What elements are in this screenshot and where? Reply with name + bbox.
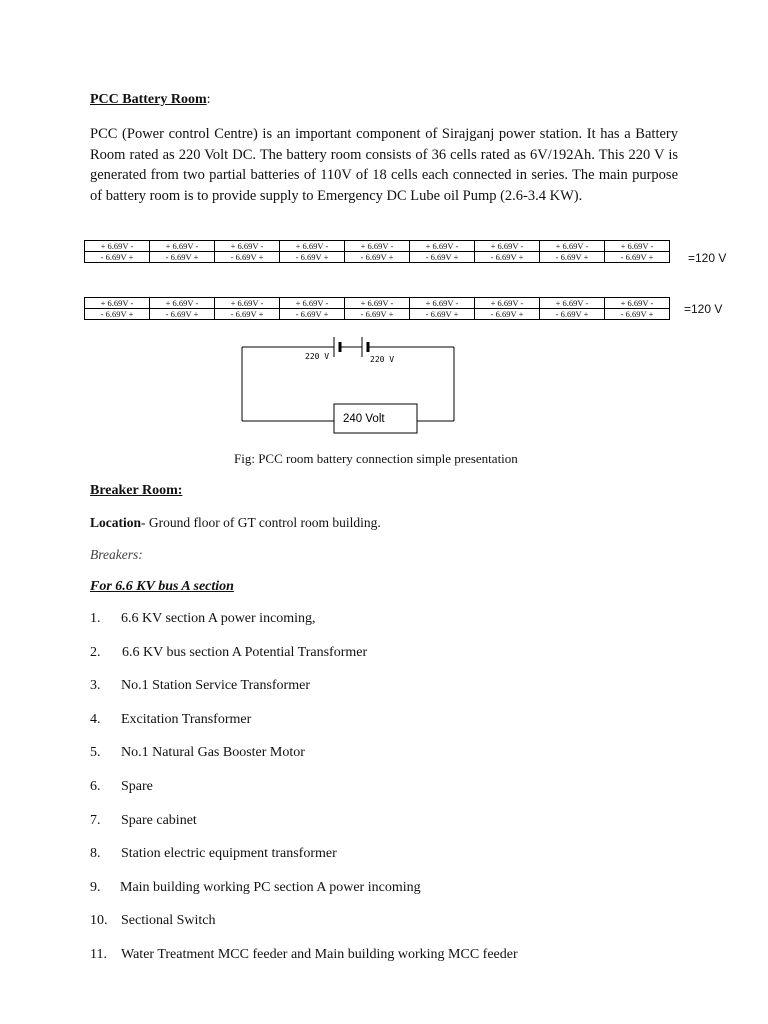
cell-label: + 6.69V - <box>345 241 410 252</box>
battery-row-top <box>85 298 670 309</box>
item-text: 6.6 KV section A power incoming, <box>121 611 316 626</box>
item-number: 8. <box>90 846 101 862</box>
breaker-room-heading: Breaker Room: <box>90 483 183 498</box>
cell-label: + 6.69V - <box>85 241 150 252</box>
cell-label: + 6.69V - <box>540 241 605 252</box>
section-title-colon: : <box>206 92 211 107</box>
battery-room-paragraph: PCC (Power control Centre) is an important component of Sirajganj power station. It has a Battery Room rated as 220 Volt DC. The battery room consists of 36 cells rated as 6V/192Ah. This 220 V is generated from two partial batteries of 110V of 18 cells each connected in series. The main purpose of battery room is to provide supply to Emergency DC Lube oil Pump (2.6-3.4 KW). <box>90 126 678 204</box>
cell-label: + 6.69V - <box>605 241 670 252</box>
cell-label: - 6.69V + <box>345 252 410 263</box>
item-text: 6.6 KV bus section A Potential Transformer <box>122 644 368 660</box>
cell-label: + 6.69V - <box>215 298 280 309</box>
cell-label: - 6.69V + <box>215 309 280 320</box>
cell-label: + 6.69V - <box>280 241 345 252</box>
item-text: Water Treatment MCC feeder and Main building working MCC feeder <box>121 946 518 962</box>
item-text: No.1 Natural Gas Booster Motor <box>121 745 305 761</box>
battery-row-top <box>85 241 670 252</box>
battery-row-bottom <box>85 309 670 320</box>
cell-label: - 6.69V + <box>540 252 605 263</box>
cell-label: - 6.69V + <box>605 309 670 320</box>
item-number: 10. <box>90 913 108 929</box>
cell-label: + 6.69V - <box>345 298 410 309</box>
battery-circuit-diagram <box>230 325 470 437</box>
item-text: Excitation Transformer <box>121 711 252 727</box>
cell-label: - 6.69V + <box>605 252 670 263</box>
left-battery-label: 220 V <box>305 352 330 361</box>
cell-label: - 6.69V + <box>540 309 605 320</box>
load-label: 240 Volt <box>343 413 385 425</box>
item-number: 11. <box>90 946 107 962</box>
item-text: Spare <box>121 778 153 794</box>
item-number: 7. <box>90 812 101 828</box>
breakers-label: Breakers: <box>90 547 143 562</box>
figure-caption: Fig: PCC room battery connection simple presentation <box>234 451 518 466</box>
cell-label: - 6.69V + <box>150 252 215 263</box>
cell-label: + 6.69V - <box>475 241 540 252</box>
item-text: Main building working PC section A power incoming <box>120 879 421 895</box>
item-text: Spare cabinet <box>121 812 197 828</box>
cell-label: - 6.69V + <box>475 309 540 320</box>
cell-label: - 6.69V + <box>150 309 215 320</box>
bus-section-heading: For 6.6 KV bus A section <box>90 579 234 594</box>
cell-label: - 6.69V + <box>475 252 540 263</box>
cell-label: + 6.69V - <box>150 241 215 252</box>
item-number: 4. <box>90 711 101 727</box>
item-number: 2. <box>90 644 101 660</box>
cell-label: + 6.69V - <box>605 298 670 309</box>
cell-label: - 6.69V + <box>410 309 475 320</box>
location-text: - Ground floor of GT control room building. <box>141 515 381 530</box>
cell-label: + 6.69V - <box>475 298 540 309</box>
item-number: 5. <box>90 745 101 761</box>
section-title <box>90 92 211 108</box>
cell-label: + 6.69V - <box>280 298 345 309</box>
cell-label: + 6.69V - <box>410 298 475 309</box>
item-text: No.1 Station Service Transformer <box>121 678 310 694</box>
bank-total-label: =120 V <box>684 302 723 316</box>
section-title-text: PCC Battery Room <box>90 92 207 107</box>
item-text: Station electric equipment transformer <box>121 846 337 862</box>
location-label: Location <box>90 515 142 530</box>
item-number: 9. <box>90 879 101 895</box>
cell-label: - 6.69V + <box>85 309 150 320</box>
cell-label: - 6.69V + <box>280 252 345 263</box>
cell-label: + 6.69V - <box>150 298 215 309</box>
right-battery-label: 220 V <box>370 355 395 364</box>
battery-row-bottom <box>85 252 670 263</box>
item-number: 1. <box>90 611 101 626</box>
cell-label: + 6.69V - <box>410 241 475 252</box>
cell-label: - 6.69V + <box>215 252 280 263</box>
bank-total-label: =120 V <box>688 251 727 265</box>
cell-label: + 6.69V - <box>215 241 280 252</box>
cell-label: - 6.69V + <box>85 252 150 263</box>
item-text: Sectional Switch <box>121 913 216 929</box>
item-number: 3. <box>90 678 101 694</box>
item-number: 6. <box>90 778 101 794</box>
cell-label: - 6.69V + <box>410 252 475 263</box>
cell-label: - 6.69V + <box>280 309 345 320</box>
cell-label: - 6.69V + <box>345 309 410 320</box>
battery-bank-table <box>84 297 670 320</box>
location-line <box>90 515 381 531</box>
cell-label: + 6.69V - <box>85 298 150 309</box>
battery-bank-table <box>84 240 670 263</box>
cell-label: + 6.69V - <box>540 298 605 309</box>
